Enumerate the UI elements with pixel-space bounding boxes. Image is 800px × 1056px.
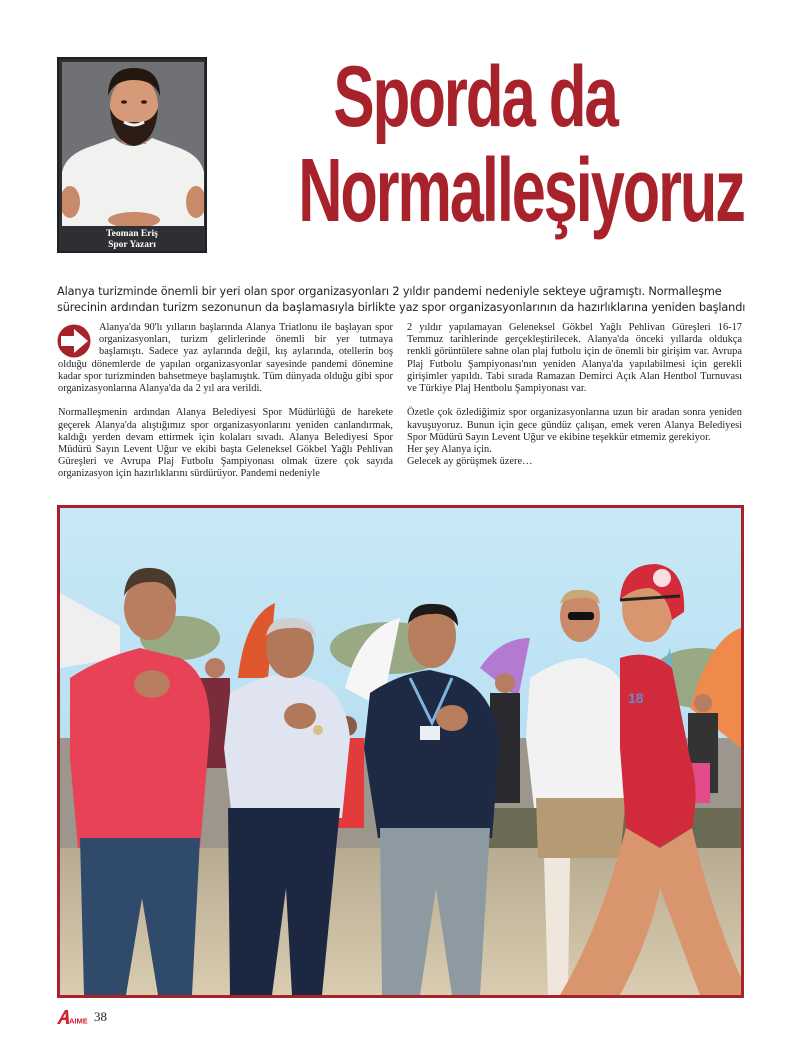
lead-line-2: sürecinin ardından turizm sezonunun da başlamasıyla birlikte yaz spor organizasyonlarının da hazırlıklarına yeniden başlandı bbox=[57, 301, 746, 314]
paragraph: Özetle çok özlediğimiz spor organizasyonlarına uzun bir aradan sonra yeniden kavuşuyoruz. Bunun için gece gündüz çalışan, emek veren Alanya Belediyesi Spor Müdürü Sayın Levent Uğur ve ekibine teşekkür etmemiz gerekiyor. bbox=[407, 407, 742, 443]
paragraph: Normalleşmenin ardından Alanya Belediyesi Spor Müdürlüğü de harekete geçerek Alanya'da alıştığımız spor organizasyonlarını yeniden canlandırmak, kaldığı yerden devam ettirmek için kolaları sıvadı. Alanya Belediyesi Spor Müdürü Sayın Levent Uğur ve ekibi başta Geleneksel Gökbel Yağlı Pehlivan Güreşleri ve Avrupa Plaj Futbolu Şampiyonası olmak üzere çok sayıda organizasyon için hazırlıklarını sürdürüyor. Pandemi nedeniyle bbox=[58, 407, 393, 480]
author-role: Spor Yazarı bbox=[108, 240, 156, 250]
body-column-right bbox=[407, 322, 742, 468]
lead-line-1: Alanya turizminde önemli bir yeri olan spor organizasyonları 2 yıldır pandemi nedeniyle sekteye uğramıştı. Normalleşme bbox=[57, 285, 722, 298]
article-photo bbox=[57, 505, 744, 998]
author-portrait-image bbox=[62, 62, 204, 226]
paragraph: Gelecek ay görüşmek üzere… bbox=[407, 456, 533, 468]
author-name: Teoman Eriş bbox=[106, 229, 158, 239]
arrow-right-icon bbox=[57, 324, 93, 358]
paragraph: Alanya'da 90'lı yılların başlarında Alanya Triatlonu ile başlayan spor organizasyonları, turizm gelirlerinde önemli bir yer tutmaya başlamıştı. Sadece yaz aylarında değil, kış aylarında, otellerin boş olduğu dönemlerde de yapılan organizasyonlar sayesinde pandemi dönemine kadar spor turizminden bahsetmeye başlamıştık. Tüm dünyada olduğu gibi spor organizasyonlarına Alanya'da da 2 yıl ara verildi. bbox=[58, 322, 393, 395]
paragraph: Her şey Alanya için. bbox=[407, 444, 492, 456]
headline-line-2: Normalleşiyoruz bbox=[298, 141, 744, 241]
swimmer-arm-number: 18 bbox=[628, 690, 644, 706]
beach-event-photo bbox=[60, 508, 741, 995]
aime-logo-icon bbox=[57, 1009, 93, 1025]
author-portrait bbox=[62, 62, 204, 226]
author-caption bbox=[59, 229, 205, 251]
lead-paragraph bbox=[57, 284, 747, 316]
headline bbox=[215, 48, 744, 241]
page-number: 38 bbox=[94, 1009, 107, 1024]
body-column-left bbox=[58, 322, 393, 481]
author-box bbox=[57, 57, 207, 253]
paragraph: 2 yıldır yapılamayan Geleneksel Gökbel Yağlı Pehlivan Güreşleri 16-17 Temmuz tarihlerinde gerçekleştirilecek. Alanya'da önceki yıllarda oldukça renkli görüntülere sahne olan plaj futbolu için de önemli bir girişim var. Avrupa Plaj Futbolu Şampiyonası'nın yeniden Alanya'da yapılabilmesi için gerekli girişimler yapıldı. Tabi sırada Ramazan Demirci Açık Alan Hentbol Turnuvası ve Türkiye Plaj Hentbolu Şampiyonası var. bbox=[407, 322, 742, 395]
logo-text: AIME bbox=[69, 1016, 88, 1025]
headline-line-1: Sporda da bbox=[333, 49, 617, 145]
page-footer bbox=[57, 1005, 107, 1025]
